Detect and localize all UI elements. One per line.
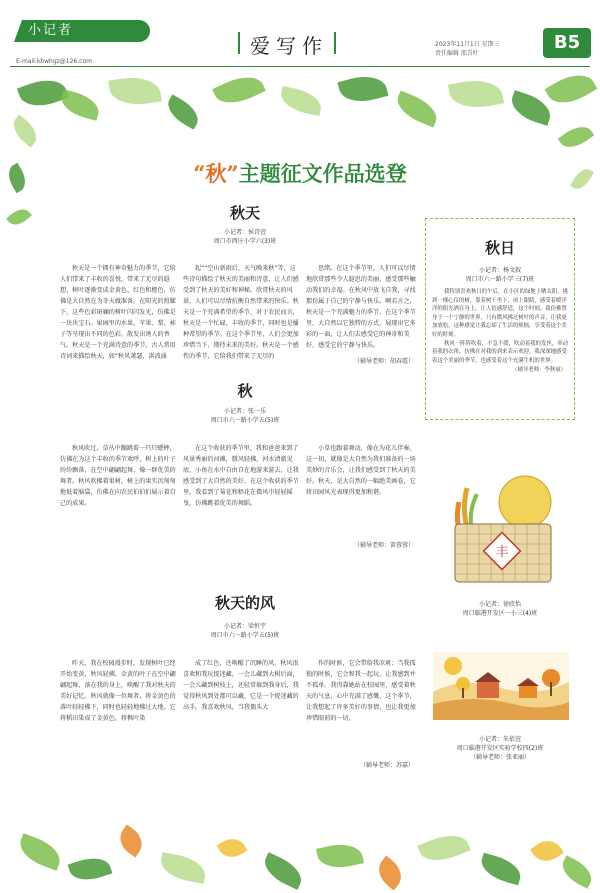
leaf-icon [337, 70, 388, 107]
leaf-icon [278, 86, 324, 116]
article3-col1: 昨天，我在校园漫步时，发现树叶已经开始变黄，秋风轻拂，金黄的叶子在空中翩翩起舞，落在我的身上，唤醒了我对秋天的美好记忆。秋风就像一位舞者，将金黄色的落叶轻轻拂下，同时也轻轻地拂过大地。它将稻田染成了金黄色，将枫叶染 [60, 660, 176, 722]
sidebar-byline [426, 266, 574, 284]
leaf-icon [259, 852, 306, 890]
article1-col2: 起”“空山新雨后，天气晚来秋”等，这些诗句描绘了秋天的美丽和诗意，让人们感受到了秋天的美好和神秘。欣赏秋天的风景，人们可以尽情抗衡自然带来的快乐。秋天是一个充满希望的季节，对于农民而言，秋天是一个忙碌、丰收的季节，同时也是播种希望的季节。在这个季节里，人们会更加珍惜当下，期待未来的美好。秋天是一个感性的季节，它给我们带来了无尽的 [183, 265, 299, 360]
article2-byline [80, 407, 410, 425]
sidebar-box [425, 218, 575, 420]
article1-col1: 秋天是一个拥有神奇魅力的季节，它给人们带来了丰收的喜悦，带来了无尽的遐想，树叶逐渐变成金黄色、红色和橙色，仿佛是大自然在为冬天做准备。在阳光的照耀下，这些色彩斑斓的树叶闪闪发光，仿佛是一块块宝石。果园里的水果，苹果、梨、柿子等呈现出不同的色彩，散发出诱人的香气。秋天是一个充满诗意的季节，古人常用诗词来描绘秋天，如“秋风萧瑟，洪波涌 [60, 265, 176, 360]
drawing-autumn-village [433, 652, 569, 720]
masthead: 小记者 [10, 20, 150, 42]
leaf-icon [558, 120, 595, 153]
leaf-icon [545, 66, 598, 112]
sidebar-teacher: （辅导老师：李秋丽） [512, 367, 566, 374]
leaf-icon [108, 74, 161, 109]
article3-byline [80, 622, 410, 640]
article2-col2: 在这个收获的季节里，我和爸爸来到了风景秀丽的河滩，微风轻拂，河水清澈见底，小鱼在水中自由自在地游来游去，让我感受到了大自然的美好。在这个收获的季节里，我看到了菊花和梧花在微风中轻轻摇曳，仿佛跳着优美的舞蹈， [183, 445, 299, 507]
sidebar-reporter: 小记者：杨文叙 [478, 267, 521, 274]
leaf-icon [217, 833, 248, 862]
caption1-reporter: 小记者：徐欣怡 [478, 601, 521, 608]
article1-teacher: （辅导老师：胡春霞） [353, 358, 414, 365]
article1-school: 周口市西庄小学六(3)班 [213, 238, 277, 245]
leaf-icon [557, 855, 596, 889]
article1-title: 秋天 [229, 204, 260, 222]
sidebar-p2: 秋风一阵阵吹着，不急不缓，吹动着我的发丝，牵动着我的衣角，仿佛在对我的到来表示欢迎。我深深地感受着这个美丽的季节，也感受着这个充满生机的世界。 [432, 340, 568, 364]
leaf-icon [15, 833, 65, 871]
article2-title: 秋 [237, 382, 253, 400]
drawing-harvest-basket [437, 468, 563, 590]
leaf-icon [530, 835, 564, 868]
feature-title [0, 158, 600, 188]
caption2-school: 周口临港开发区实验学校四(2)班 [456, 745, 544, 752]
caption1 [425, 600, 575, 618]
leaf-icon [392, 91, 441, 128]
header-rule [10, 66, 590, 67]
section-title: 爱写作 [250, 30, 328, 59]
leaf-icon [372, 856, 408, 891]
leaf-icon [8, 114, 43, 147]
leaf-icon [316, 840, 364, 873]
leaf-icon [6, 205, 32, 230]
date: 2023年11月1日 星期三 [435, 41, 500, 48]
feature-title-quote: “秋” [193, 161, 239, 186]
feature-title-rest: 主题征文作品选登 [238, 161, 407, 186]
sidebar-p1: 我特别喜欢秋日的午后，在小区的绿地上晒太阳，挑到一棵心仪的树，靠着树干坐下，闭上眼睛，感受着暖洋洋的阳光洒在身上，让人倍感舒适，这个时刻，我仿佛置身于一个宁静的世界，只有微风拂过树叶的声音，让我更加放松，这种感觉让我忘却了生活的烦恼，享受着这个美好的时刻。 [432, 289, 568, 338]
leaf-icon [212, 69, 266, 111]
leaf-icon [158, 852, 207, 884]
leaf-icon [114, 825, 148, 858]
article2-school: 周口市六一路小学五(5)班 [210, 417, 280, 424]
editors: 责任编辑 邵青叶 [435, 50, 479, 57]
email-line: E-mail:kbwhgz@126.com [16, 58, 92, 65]
article1-col3: 思绪。在这个季节里，人们可以尽情地欣赏那些令人遐思的美丽，感受那些触动我们的幸福。在秋风中放飞自我，寻找那份属于自己的宁静与快乐。啊若言之，秋天是一个充满魅力的季节。在这个季节里，大自然以它独特的方式，展现出它多彩的一面，让人们去感受它的神奇和美好，感受它的宁静与快乐。 [306, 265, 416, 349]
leaf-icon [17, 73, 69, 113]
caption1-school: 周口临港开发区一小三(4)班 [462, 610, 538, 617]
article3-school: 周口市六一路小学五(5)班 [210, 632, 280, 639]
caption2-teacher: （辅导老师：张亚丽） [469, 754, 530, 761]
caption2-reporter: 小记者：朱依萱 [478, 736, 521, 743]
village-icon [433, 652, 569, 720]
leaf-icon [58, 89, 102, 121]
leaf-border-bottom [0, 800, 600, 893]
leaf-border-top [0, 72, 600, 162]
leaf-icon [417, 828, 470, 868]
leaf-icon [478, 853, 524, 886]
article3-reporter: 小记者：梁恒宇 [223, 623, 266, 630]
article3-teacher: （辅导老师：苏嘉） [359, 762, 414, 769]
basket-icon [437, 468, 563, 590]
leaf-icon [162, 94, 203, 129]
leaf-icon [68, 852, 113, 885]
dateline [435, 40, 525, 58]
article2-reporter: 小记者：张一乐 [223, 408, 266, 415]
basket-glyph: 丰 [495, 545, 509, 560]
article2-teacher: （辅导老师：雷蓉蓉） [353, 542, 414, 549]
article1-reporter: 小记者：侯诗萱 [223, 229, 266, 236]
sidebar-title: 秋日 [484, 239, 515, 257]
caption2 [425, 735, 575, 762]
article3-title: 秋天的风 [214, 594, 275, 612]
article3-col2: 成了红色，还唤醒了沉睡的风。秋风很喜欢和我玩捉迷藏，一会儿藏到大树后面，一会儿藏到树枝上，还轻常躲到我身后，我觉得秋风到处都可以藏，它是一个捉迷藏的高手。我喜欢秋风，当我偶头大 [183, 660, 299, 711]
sidebar-school: 周口市六一路小学三(7)班 [465, 276, 535, 283]
article2-col3: 小草也跟着舞动，像在为花儿伴奏。这一切，就像是大自然为我们准备的一场美妙的音乐会，让我们感受到了秋天的美好。秋天，是大自然的一幅绝美画卷，它将田园风光表现得更加和谐。 [306, 445, 416, 496]
article1-byline [80, 228, 410, 246]
article2-col1: 秋风吹过，草丛中蹦跳着一只只蟋蟀，仿佛在为这个丰收的季节欢呼，树上的叶子纷纷飘落，在空中翩翩起舞，像一群优美的舞者。秋风吹拂着果树，树上的果实沉甸甸地低着脑袋，仿佛在向农民伯伯们展示着自己的成果。 [60, 445, 176, 507]
article3-col3: 作的时候，它会带给我凉爽；当我孤独的时候，它会和我一起玩，让我感到并不孤单。我得靠她站在校园里，感受着秋天的气息，心中充满了感慨，这个季节，让我想起了许多美好的事情，也让我更加珍惜眼前的一切。 [306, 660, 416, 722]
page-number-badge: B5 [543, 28, 591, 58]
leaf-icon [448, 76, 504, 113]
